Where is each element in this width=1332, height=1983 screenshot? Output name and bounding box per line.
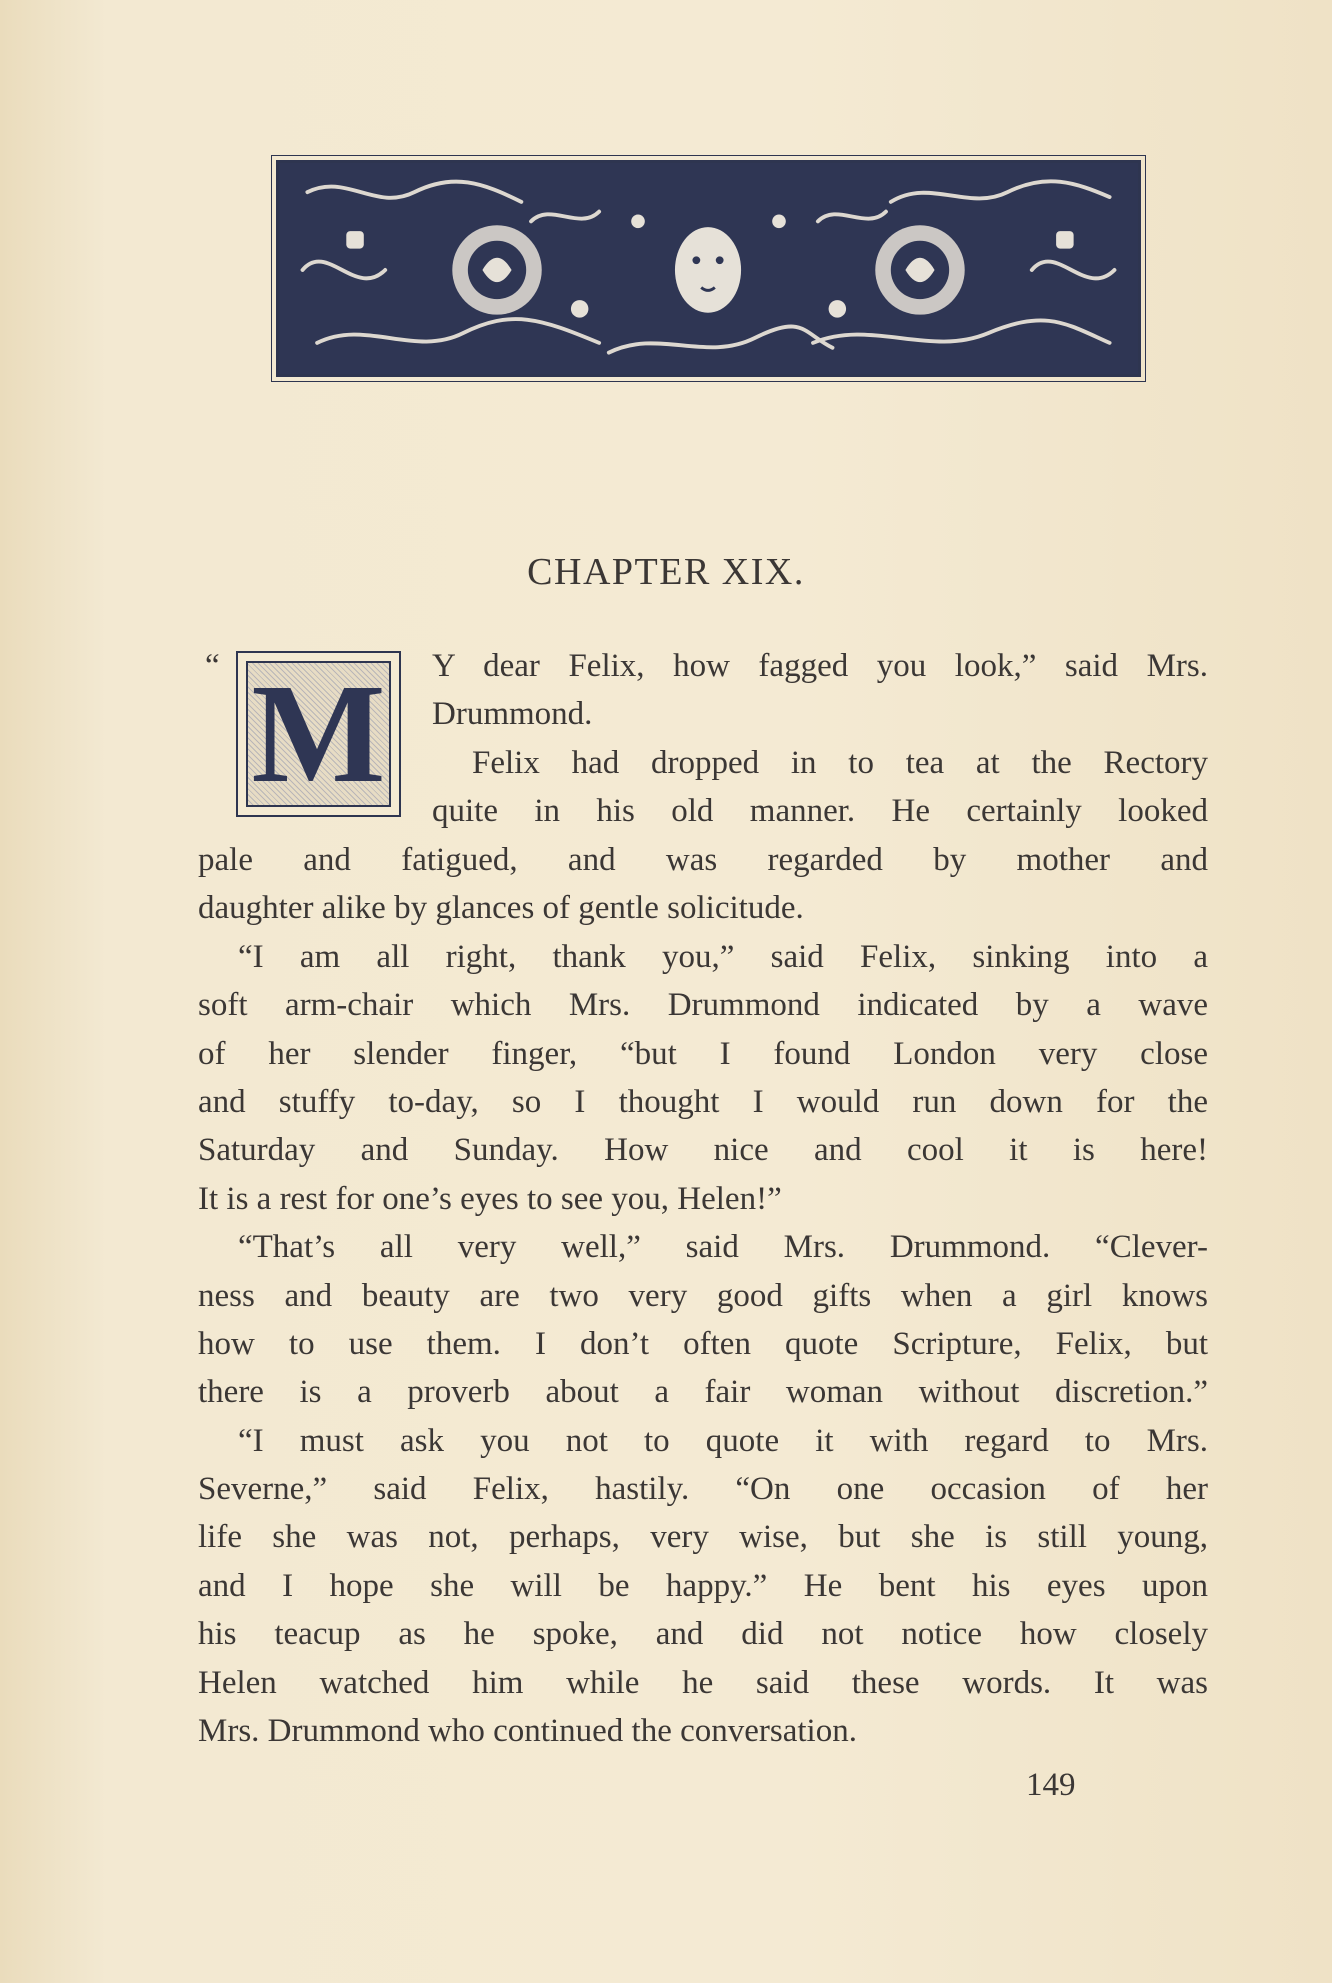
text-line: pale and fatigued, and was regarded by mother and xyxy=(198,842,1208,878)
text-line: ness and beauty are two very good gifts when a girl knows xyxy=(198,1277,1208,1314)
text-line: of her slender finger, “but I found London very close xyxy=(198,1035,1208,1072)
decorated-initial xyxy=(236,651,401,817)
chapter-title: CHAPTER XIX. xyxy=(527,551,805,593)
text-line: quite in his old manner. He certainly looked xyxy=(432,793,1208,830)
text-line: Severne,” said Felix, hastily. “On one occasion of her xyxy=(198,1471,1208,1508)
text-line: Felix had dropped in to tea at the Rectory xyxy=(472,744,1208,781)
text-line: there is a proverb about a fair woman without discretion.” xyxy=(198,1374,1208,1411)
text-line: Y dear Felix, how fagged you look,” said Mrs. xyxy=(432,648,1208,684)
text-line: “I am all right, thank you,” said Felix, sinking into a xyxy=(238,938,1208,975)
text-line: Drummond. xyxy=(432,696,593,733)
text-line: Saturday and Sunday. How nice and cool it is here! xyxy=(198,1132,1208,1169)
opening-quote-mark: “ xyxy=(205,648,220,684)
text-line: daughter alike by glances of gentle solicitude. xyxy=(198,890,804,927)
ornamental-headpiece xyxy=(276,160,1141,377)
page-number: 149 xyxy=(1026,1767,1076,1803)
text-line: soft arm-chair which Mrs. Drummond indicated by a wave xyxy=(198,987,1208,1024)
text-line: life she was not, perhaps, very wise, but she is still young, xyxy=(198,1519,1208,1556)
opening-lines xyxy=(432,642,1208,836)
text-line: “That’s all very well,” said Mrs. Drummond. “Clever- xyxy=(238,1229,1208,1266)
text-line: his teacup as he spoke, and did not notice how closely xyxy=(198,1616,1208,1653)
text-line: It is a rest for one’s eyes to see you, Helen!” xyxy=(198,1180,782,1217)
text-line: and stuffy to-day, so I thought I would run down for the xyxy=(198,1083,1208,1120)
text-line: “I must ask you not to quote it with regard to Mrs. xyxy=(238,1422,1208,1459)
initial-letter: M xyxy=(251,654,386,812)
text-line: Helen watched him while he said these words. It was xyxy=(198,1664,1208,1701)
text-line: Mrs. Drummond who continued the conversation. xyxy=(198,1713,857,1750)
text-line: how to use them. I don’t often quote Scripture, Felix, but xyxy=(198,1325,1208,1362)
text-line: and I hope she will be happy.” He bent his eyes upon xyxy=(198,1567,1208,1604)
body-text xyxy=(198,836,1208,1755)
